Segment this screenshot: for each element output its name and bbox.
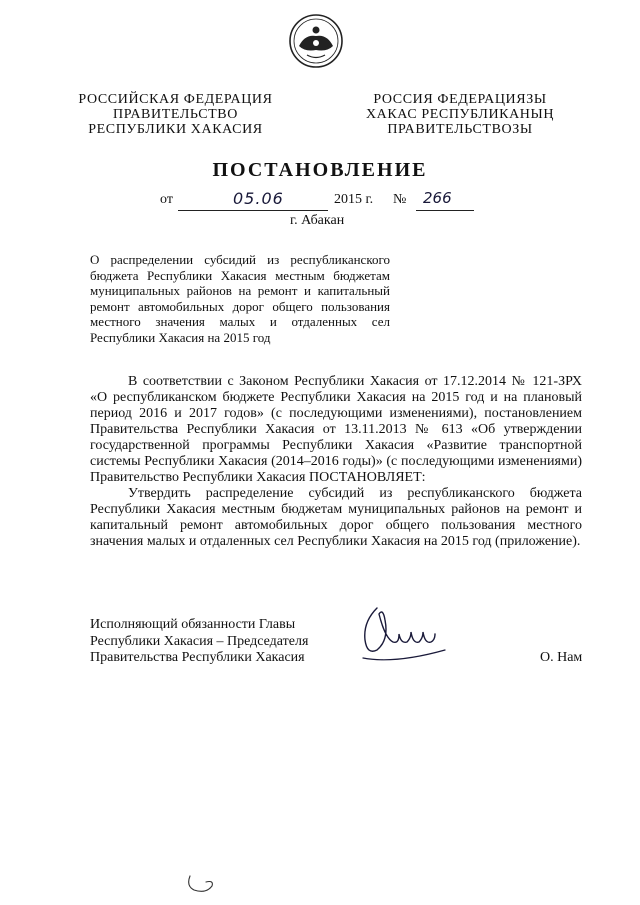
body-paragraph: В соответствии с Законом Республики Хакасия от 17.12.2014 № 121-ЗРХ «О республиканском бюджете Республики Хакасия на 2015 год и на плановый период 2016 и 2017 годов» (с последующими изменениями), постановлением Правительства Республики Хакасия от 13.11.2013 № 613 «Об утверждении государственной программы Республики Хакасия «Развитие транспортной системы Республики Хакасия (2014–2016 годы)» (с последующими изменениями) Правительство Республики Хакасия ПОСТАНОВЛЯЕТ: xyxy=(90,374,582,485)
header-right-block xyxy=(360,92,560,137)
date-underline xyxy=(178,210,328,211)
header-right-line: ПРАВИТЕЛЬСТВОЗЫ xyxy=(387,122,533,137)
body-paragraph: Утвердить распределение субсидий из республиканского бюджета Республики Хакасия местным бюджетам муниципальных районов на ремонт и капитальный ремонт автомобильных дорог общего пользования местного значения малых и отдаленных сел Республики Хакасия на 2015 год (приложение). xyxy=(90,486,582,549)
signatory-line: Правительства Республики Хакасия xyxy=(90,650,305,665)
handwritten-signature xyxy=(355,600,450,670)
header-left-block xyxy=(78,92,273,137)
signatory-name: О. Нам xyxy=(540,650,583,665)
handwritten-date: 05.06 xyxy=(233,189,284,208)
document-body xyxy=(90,374,582,550)
date-year: 2015 г. xyxy=(334,192,374,207)
signatory-title xyxy=(90,617,320,667)
document-title: ПОСТАНОВЛЕНИЕ xyxy=(212,159,428,181)
header-left-line: РЕСПУБЛИКИ ХАКАСИЯ xyxy=(88,122,263,137)
number-underline xyxy=(416,210,474,211)
handwritten-number: 266 xyxy=(423,189,452,207)
header-right-line: РОССИЯ ФЕДЕРАЦИЯЗЫ xyxy=(373,92,547,107)
header-left-line: РОССИЙСКАЯ ФЕДЕРАЦИЯ xyxy=(78,92,273,107)
pen-mark xyxy=(184,868,216,894)
document-subject: О распределении субсидий из республиканского бюджета Республики Хакасия местным бюджетам муниципальных районов на ремонт и капитальный ремонт автомобильных дорог общего пользования местного значения малых и отдаленных сел Республики Хакасия на 2015 год xyxy=(90,252,390,345)
number-label: № xyxy=(393,192,407,207)
signatory-line: Исполняющий обязанности Главы xyxy=(90,617,296,632)
header-left-line: ПРАВИТЕЛЬСТВО xyxy=(113,107,238,122)
city-name: г. Абакан xyxy=(290,213,345,228)
header-right-line: ХАКАС РЕСПУБЛИКАНЫҢ xyxy=(365,107,555,122)
signatory-line: Республики Хакасия – Председателя xyxy=(90,633,309,649)
date-from-label: от xyxy=(160,192,173,207)
coat-of-arms-emblem xyxy=(287,12,345,70)
